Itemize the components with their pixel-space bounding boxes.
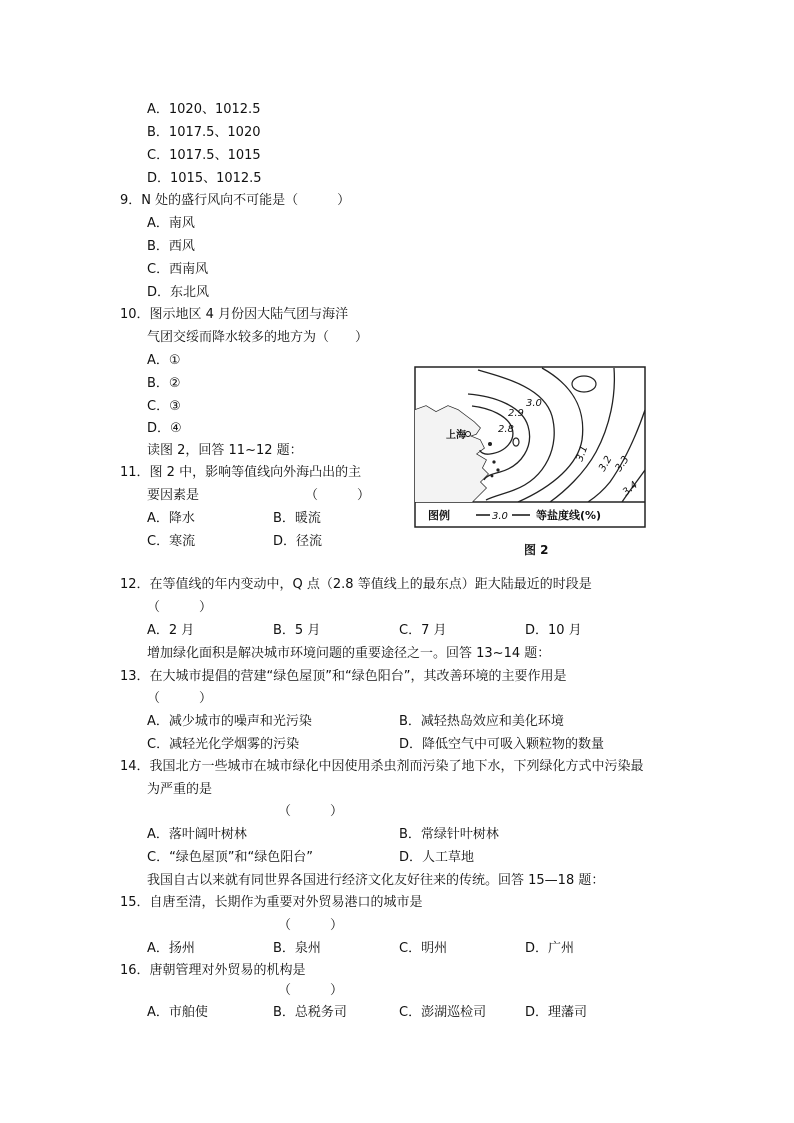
legend-title: 图例: [428, 509, 450, 522]
q14-option-d: D．人工草地: [399, 850, 475, 865]
q10-stem-line2: 气团交绥而降水较多的地方为（ ）: [147, 330, 369, 345]
q12-option-d: D．10 月: [525, 623, 582, 638]
q15-option-a: A．扬州: [147, 941, 195, 956]
q9-option-b: B．西风: [147, 239, 195, 254]
q13-stem: 13．在大城市提倡的营建“绿色屋顶”和“绿色阳台”，其改善环境的主要作用是: [120, 669, 567, 684]
q16-option-b: B．总税务司: [273, 1005, 347, 1020]
q15-option-d: D．广州: [525, 941, 575, 956]
q8-option-d: D．1015、1012.5: [147, 171, 262, 186]
q11-option-b: B．暖流: [273, 511, 321, 526]
q14-stem-line1: 14．我国北方一些城市在城市绿化中因使用杀虫剂而污染了地下水，下列绿化方式中污染最: [120, 759, 644, 774]
legend-text: 等盐度线(%): [536, 509, 602, 522]
q16-option-a: A．市舶使: [147, 1005, 208, 1020]
contour-label-2-9: 2.9: [508, 408, 524, 419]
contour-label-3-0: 3.0: [526, 398, 542, 409]
contour-label-3-1: 3.1: [574, 444, 591, 464]
q11-option-c: C．寒流: [147, 534, 196, 549]
q8-option-b: B．1017.5、1020: [147, 125, 261, 140]
q16-option-c: C．澎湖巡检司: [399, 1005, 487, 1020]
q11-answer-paren: （ ）: [305, 488, 371, 503]
q12-stem: 12．在等值线的年内变动中，Q 点（2.8 等值线上的最东点）距大陆最近的时段是: [120, 577, 592, 592]
intro-13-14: 增加绿化面积是解决城市环境问题的重要途径之一。回答 13~14 题：: [147, 646, 551, 661]
map-label-shanghai: 上海: [446, 430, 466, 441]
q14-stem-line2: 为严重的是: [147, 782, 213, 797]
q11-stem-line2: 要因素是: [147, 488, 200, 503]
q9-stem: 9．N 处的盛行风向不可能是（ ）: [120, 193, 351, 208]
legend-sample-value: 3.0: [492, 511, 508, 522]
contour-label-3-2: 3.2: [597, 454, 615, 474]
q10-stem-line1: 10．图示地区 4 月份因大陆气团与海洋: [120, 307, 349, 322]
q10-option-b: B．②: [147, 376, 181, 391]
q15-answer-paren: （ ）: [278, 918, 344, 933]
intro-fig2: 读图 2，回答 11~12 题：: [147, 443, 303, 458]
contour-label-3-4: 3.4: [620, 479, 641, 499]
q12-option-a: A．2 月: [147, 623, 195, 638]
q14-option-b: B．常绿针叶树林: [399, 827, 499, 842]
q15-option-b: B．泉州: [273, 941, 321, 956]
q8-option-c: C．1017.5、1015: [147, 148, 261, 163]
figure-caption: 图 2: [524, 543, 549, 557]
q13-answer-paren: （ ）: [147, 691, 213, 706]
q10-option-c: C．③: [147, 399, 181, 414]
q13-option-a: A．减少城市的噪声和光污染: [147, 714, 312, 729]
q11-option-a: A．降水: [147, 511, 195, 526]
q9-option-c: C．西南风: [147, 262, 209, 277]
q10-option-a: A．①: [147, 353, 181, 368]
q15-option-c: C．明州: [399, 941, 448, 956]
q16-answer-paren: （ ）: [278, 983, 344, 998]
contour-label-2-8: 2.8: [498, 424, 514, 435]
contour-label-3-3: 3.3: [613, 454, 632, 474]
q11-option-d: D．径流: [273, 534, 323, 549]
q10-option-d: D．④: [147, 421, 182, 436]
salinity-isoline-map: [414, 366, 646, 528]
q8-option-a: A．1020、1012.5: [147, 102, 261, 117]
q16-stem: 16．唐朝管理对外贸易的机构是: [120, 963, 306, 978]
q14-option-a: A．落叶阔叶树林: [147, 827, 247, 842]
q12-option-c: C．7 月: [399, 623, 447, 638]
q12-option-b: B．5 月: [273, 623, 321, 638]
q13-option-b: B．减轻热岛效应和美化环境: [399, 714, 564, 729]
q14-answer-paren: （ ）: [278, 804, 344, 819]
q9-option-d: D．东北风: [147, 285, 210, 300]
q16-option-d: D．理藩司: [525, 1005, 588, 1020]
q9-option-a: A．南风: [147, 216, 195, 231]
intro-15-18: 我国自古以来就有同世界各国进行经济文化友好往来的传统。回答 15—18 题：: [147, 873, 605, 888]
q12-answer-paren: （ ）: [147, 600, 213, 615]
q13-option-d: D．降低空气中可吸入颗粒物的数量: [399, 737, 605, 752]
q13-option-c: C．减轻光化学烟雾的污染: [147, 737, 300, 752]
q15-stem: 15．自唐至清，长期作为重要对外贸易港口的城市是: [120, 895, 423, 910]
q14-option-c: C．“绿色屋顶”和“绿色阳台”: [147, 850, 314, 865]
q11-stem-line1: 11．图 2 中，影响等值线向外海凸出的主: [120, 465, 362, 480]
